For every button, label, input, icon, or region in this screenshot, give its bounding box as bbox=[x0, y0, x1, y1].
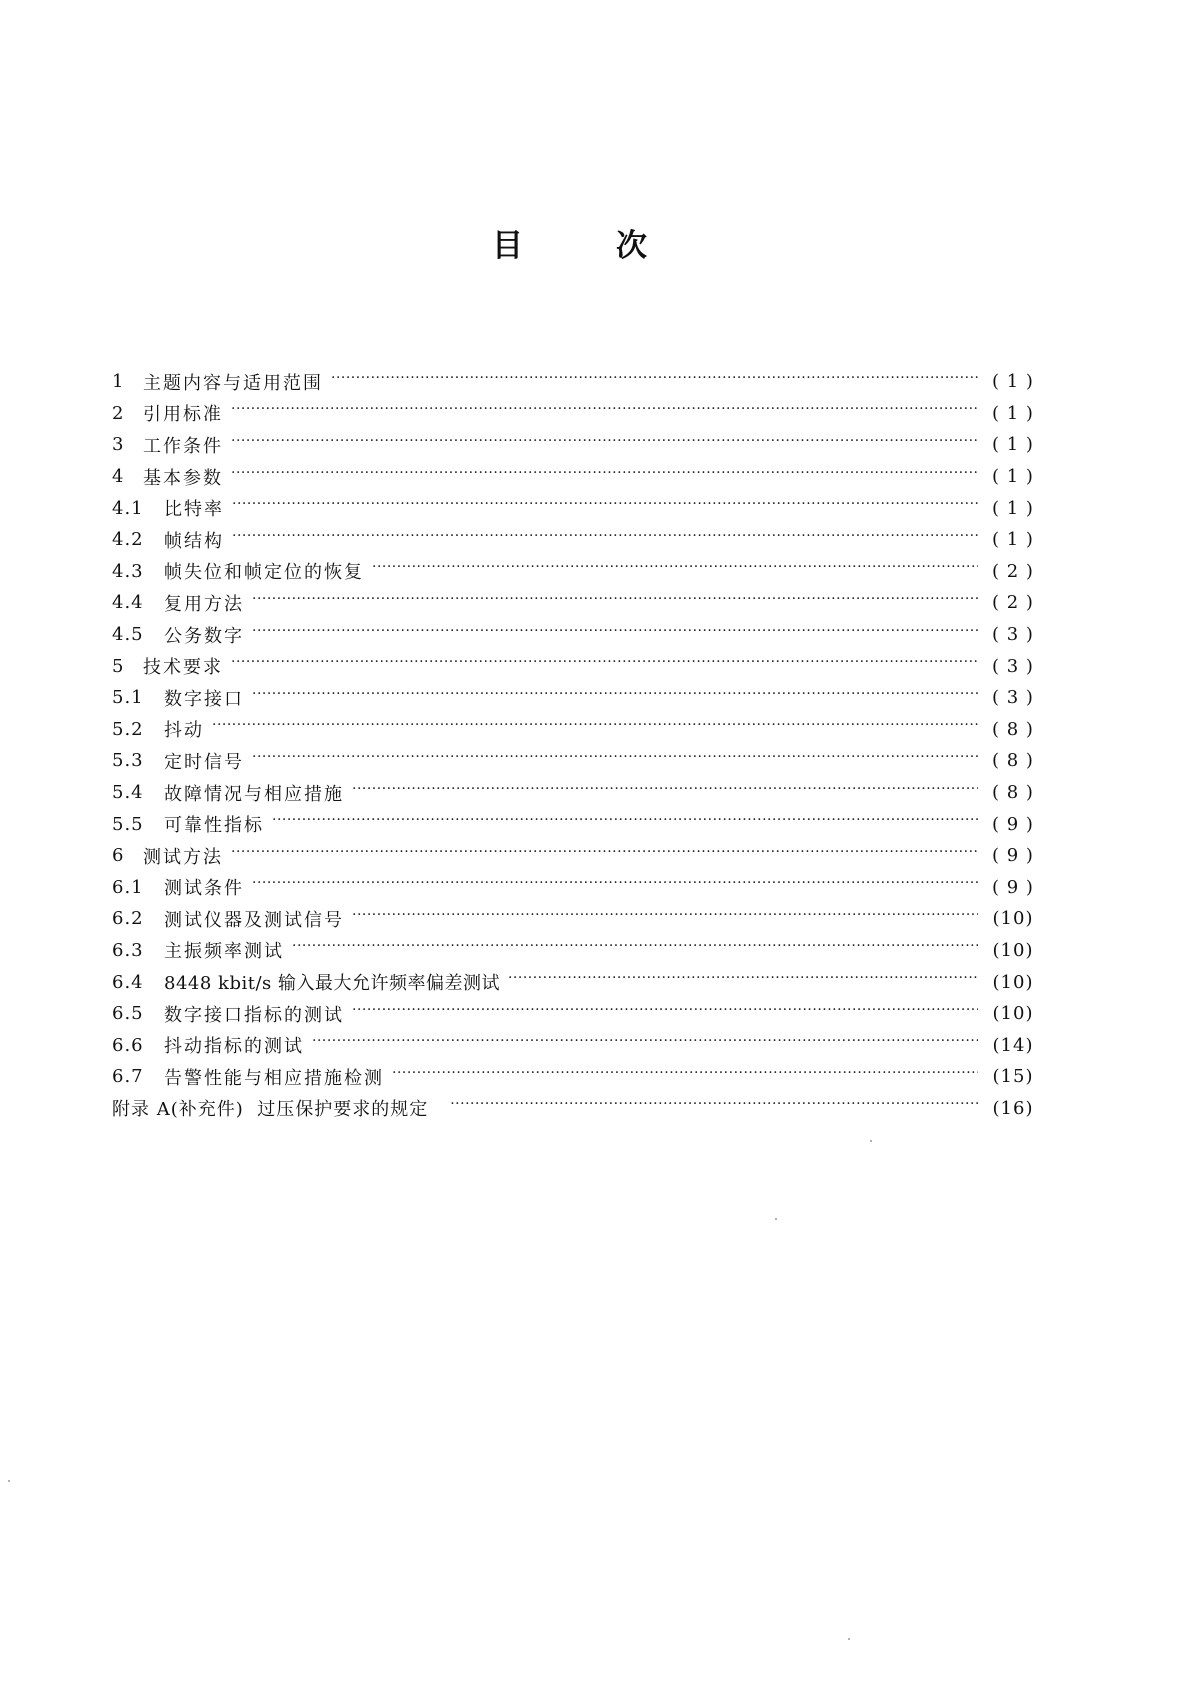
toc-number: 5.5 bbox=[112, 813, 144, 835]
toc-row[interactable] bbox=[112, 619, 1040, 651]
toc-page-number: ( 1 ) bbox=[992, 497, 1034, 519]
toc-title: 引用标准 bbox=[143, 404, 223, 426]
toc-page-number: ( 9 ) bbox=[992, 876, 1034, 898]
toc-page-number: (10) bbox=[992, 908, 1034, 930]
toc-number: 6.4 bbox=[112, 971, 144, 993]
toc-leader bbox=[352, 784, 978, 802]
title-char-2: 次 bbox=[616, 228, 648, 264]
toc-number: 4 bbox=[112, 466, 125, 488]
toc-title: 抖动指标的测试 bbox=[164, 1036, 304, 1058]
toc-row[interactable] bbox=[112, 935, 1040, 967]
toc-number: 4.2 bbox=[112, 529, 144, 551]
toc-leader bbox=[508, 973, 978, 991]
toc-title: 主振频率测试 bbox=[164, 941, 284, 963]
toc-page-number: ( 8 ) bbox=[992, 750, 1034, 772]
toc-title: 测试仪器及测试信号 bbox=[164, 909, 344, 931]
toc-page-number: ( 1 ) bbox=[992, 466, 1034, 488]
toc-row[interactable] bbox=[112, 650, 1040, 682]
toc-row[interactable] bbox=[112, 1061, 1040, 1093]
toc-row[interactable] bbox=[112, 714, 1040, 746]
toc-page-number: ( 1 ) bbox=[992, 402, 1034, 424]
toc-leader bbox=[312, 1036, 978, 1054]
toc-leader bbox=[252, 878, 978, 896]
toc-row[interactable] bbox=[112, 1029, 1040, 1061]
toc-number: 5.3 bbox=[112, 750, 144, 772]
toc-page-number: (16) bbox=[992, 1097, 1034, 1119]
title-char-1: 目 bbox=[492, 228, 524, 264]
toc-leader bbox=[252, 752, 978, 770]
toc-row[interactable] bbox=[112, 808, 1040, 840]
toc-title: 工作条件 bbox=[143, 435, 223, 457]
toc-page-number: ( 3 ) bbox=[992, 687, 1034, 709]
toc-number: 2 bbox=[112, 402, 125, 424]
toc-number: 5 bbox=[112, 655, 125, 677]
toc-row[interactable] bbox=[112, 429, 1040, 461]
toc-page-number: (10) bbox=[992, 1003, 1034, 1025]
toc-leader bbox=[272, 815, 978, 833]
toc-number: 1 bbox=[112, 371, 125, 393]
toc-row[interactable] bbox=[112, 777, 1040, 809]
toc-row-appendix[interactable] bbox=[112, 1093, 1040, 1125]
toc-page-number: ( 3 ) bbox=[992, 624, 1034, 646]
toc-title: 抖动 bbox=[164, 720, 204, 742]
table-of-contents bbox=[112, 366, 1040, 1124]
toc-number: 6.1 bbox=[112, 876, 144, 898]
toc-row[interactable] bbox=[112, 556, 1040, 588]
toc-leader bbox=[212, 720, 978, 738]
scan-speck bbox=[8, 1480, 10, 1482]
toc-title: 附录 A(补充件) 过压保护要求的规定 bbox=[112, 1099, 429, 1121]
toc-title: 基本参数 bbox=[143, 467, 223, 489]
toc-number: 6.5 bbox=[112, 1003, 144, 1025]
toc-page-number: ( 3 ) bbox=[992, 655, 1034, 677]
toc-title: 公务数字 bbox=[164, 625, 244, 647]
toc-page-number: ( 1 ) bbox=[992, 434, 1034, 456]
toc-leader bbox=[392, 1068, 978, 1086]
toc-row[interactable] bbox=[112, 587, 1040, 619]
toc-page-number: ( 8 ) bbox=[992, 718, 1034, 740]
toc-page-number: ( 1 ) bbox=[992, 529, 1034, 551]
toc-row[interactable] bbox=[112, 903, 1040, 935]
toc-title: 可靠性指标 bbox=[164, 815, 264, 837]
toc-row[interactable] bbox=[112, 461, 1040, 493]
toc-row[interactable] bbox=[112, 366, 1040, 398]
toc-title: 比特率 bbox=[164, 499, 224, 521]
scan-speck bbox=[870, 1140, 872, 1142]
toc-page-number: (10) bbox=[992, 971, 1034, 993]
toc-leader bbox=[231, 468, 978, 486]
toc-number: 5.2 bbox=[112, 718, 144, 740]
toc-title: 主题内容与适用范围 bbox=[143, 372, 323, 394]
toc-leader bbox=[352, 910, 978, 928]
toc-page-number: (15) bbox=[992, 1066, 1034, 1088]
toc-row[interactable] bbox=[112, 872, 1040, 904]
toc-title: 复用方法 bbox=[164, 593, 244, 615]
toc-number: 6.7 bbox=[112, 1066, 144, 1088]
toc-row[interactable] bbox=[112, 398, 1040, 430]
toc-leader bbox=[450, 1099, 978, 1117]
toc-leader bbox=[231, 404, 978, 422]
toc-number: 4.3 bbox=[112, 560, 144, 582]
toc-number: 6.2 bbox=[112, 908, 144, 930]
toc-title: 技术要求 bbox=[143, 657, 223, 679]
toc-page-number: ( 9 ) bbox=[992, 813, 1034, 835]
toc-title: 告警性能与相应措施检测 bbox=[164, 1067, 384, 1089]
toc-number: 4.4 bbox=[112, 592, 144, 614]
toc-leader bbox=[352, 1005, 978, 1023]
toc-leader bbox=[252, 594, 978, 612]
scan-speck bbox=[848, 1638, 850, 1640]
toc-number: 6 bbox=[112, 845, 125, 867]
toc-page-number: ( 9 ) bbox=[992, 845, 1034, 867]
toc-row[interactable] bbox=[112, 998, 1040, 1030]
toc-row[interactable] bbox=[112, 966, 1040, 998]
toc-page-number: ( 2 ) bbox=[992, 592, 1034, 614]
toc-number: 4.1 bbox=[112, 497, 144, 519]
toc-row[interactable] bbox=[112, 492, 1040, 524]
toc-title: 帧结构 bbox=[164, 530, 224, 552]
toc-leader bbox=[252, 626, 978, 644]
toc-number: 4.5 bbox=[112, 624, 144, 646]
toc-row[interactable] bbox=[112, 840, 1040, 872]
toc-leader bbox=[231, 847, 978, 865]
toc-row[interactable] bbox=[112, 682, 1040, 714]
toc-page-number: ( 8 ) bbox=[992, 782, 1034, 804]
toc-title: 数字接口 bbox=[164, 688, 244, 710]
toc-page-number: (14) bbox=[992, 1034, 1034, 1056]
toc-number: 3 bbox=[112, 434, 125, 456]
toc-leader bbox=[232, 531, 978, 549]
toc-title: 帧失位和帧定位的恢复 bbox=[164, 562, 364, 584]
toc-title: 8448 kbit/s 输入最大允许频率偏差测试 bbox=[164, 973, 500, 995]
toc-leader bbox=[292, 941, 978, 959]
toc-leader bbox=[252, 689, 978, 707]
toc-leader bbox=[372, 562, 978, 580]
page-title bbox=[0, 228, 1140, 264]
toc-leader bbox=[331, 373, 978, 391]
toc-leader bbox=[231, 436, 978, 454]
toc-page-number: ( 1 ) bbox=[992, 371, 1034, 393]
toc-number: 6.6 bbox=[112, 1034, 144, 1056]
toc-title: 定时信号 bbox=[164, 751, 244, 773]
toc-number: 6.3 bbox=[112, 939, 144, 961]
scan-speck bbox=[775, 1218, 777, 1220]
toc-row[interactable] bbox=[112, 745, 1040, 777]
toc-leader bbox=[232, 499, 978, 517]
toc-leader bbox=[231, 657, 978, 675]
toc-page-number: ( 2 ) bbox=[992, 560, 1034, 582]
toc-title: 测试方法 bbox=[143, 846, 223, 868]
toc-row[interactable] bbox=[112, 524, 1040, 556]
toc-title: 测试条件 bbox=[164, 878, 244, 900]
toc-number: 5.1 bbox=[112, 687, 144, 709]
toc-number: 5.4 bbox=[112, 782, 144, 804]
toc-page-number: (10) bbox=[992, 939, 1034, 961]
toc-title: 故障情况与相应措施 bbox=[164, 783, 344, 805]
toc-title: 数字接口指标的测试 bbox=[164, 1004, 344, 1026]
